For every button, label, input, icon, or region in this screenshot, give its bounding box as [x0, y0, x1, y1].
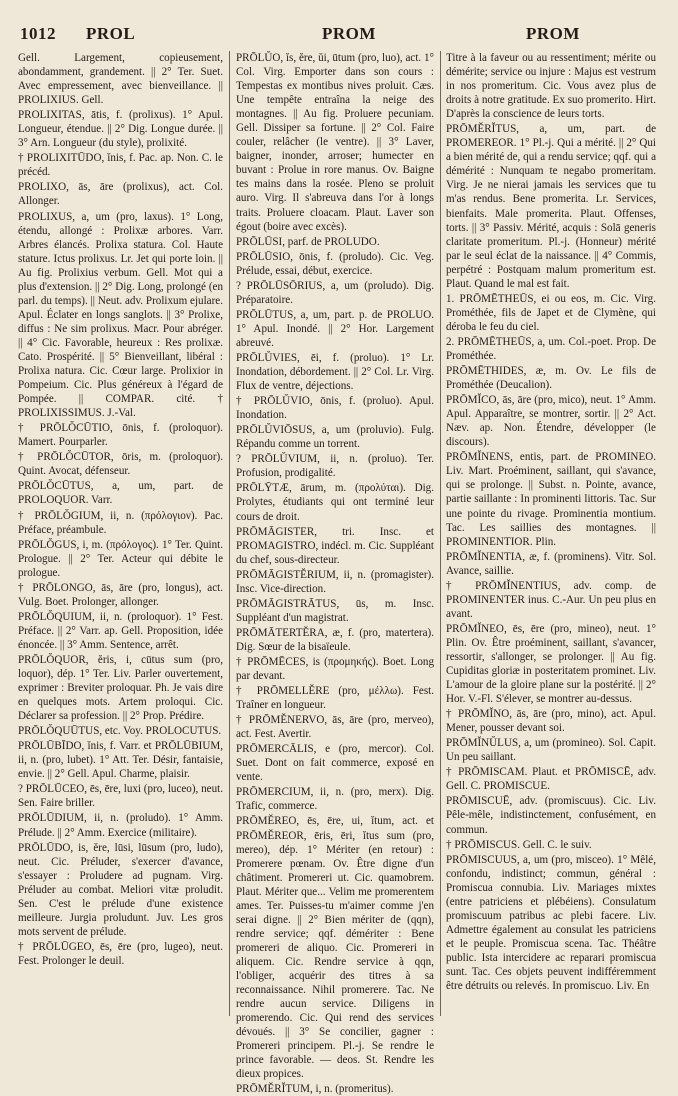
dictionary-entry: PRŌMĀGISTRĀTUS, ūs, m. Insc. Suppléant d'un magistrat. [236, 597, 434, 624]
dictionary-entry: PRŌLŎQUIUM, ii, n. (proloquor). 1° Fest. Préface. || 2° Varr. ap. Gell. Proposition, idée énoncée. || 3° Amm. Sentence, arrêt. [18, 610, 223, 651]
dictionary-entry: † PRŌMĔNERVO, ās, āre (pro, merveo), act. Fest. Avertir. [236, 714, 434, 741]
dictionary-entry: † PRŌMĬNO, ās, āre (pro, mino), act. Apul. Mener, pousser devant soi. [446, 708, 656, 735]
column-rule-right [440, 51, 441, 1016]
running-head-right: PROM [526, 24, 580, 43]
dictionary-entry: † PRŌLŎCŪTIO, ōnis, f. (proloquor). Mamert. Pourparler. [18, 422, 223, 449]
dictionary-entry: PRŌLŪSI, parf. de PROLUDO. [236, 235, 380, 248]
dictionary-entry: ? PRŌLŪCEO, ēs, ēre, luxi (pro, luceo), neut. Sen. Faire briller. [18, 783, 223, 810]
dictionary-entry: PRŌLŬVIES, ēi, f. (proluo). 1° Lr. Inondation, débordement. || 2° Col. Lr. Virg. Flux de ventre, déjections. [236, 351, 434, 393]
dictionary-entry: † PRŌLŬVIO, ōnis, f. (proluo). Apul. Inondation. [236, 395, 434, 422]
page-number: 1012 [20, 24, 56, 43]
dictionary-entry: ? PRŌLŪSŌRIUS, a, um (proludo). Dig. Préparatoire. [236, 279, 434, 306]
dictionary-entry: † PRŌMĒCES, is (προμηκής). Boet. Long par devant. [236, 655, 434, 683]
dictionary-entry: † PRŌLONGO, ās, āre (pro, longus), act. Vulg. Boet. Prolonger, allonger. [18, 581, 223, 608]
column-left [18, 51, 223, 1021]
dictionary-entry: PRŌMĀTERTĔRA, æ, f. (pro, matertera). Dig. Sœur de la bisaïeule. [236, 626, 434, 653]
dictionary-entry: PRŌMĬNENS, entis, part. de PROMINEO. Liv. Mart. Proéminent, saillant, qui s'avance, qui se prolonge. || Subst. n. Pointe, avance, partie saillante : In prominenti littoris. Tac. Sur une pointe du rivage. Prominentia montium. Tac. Les saillies des montagnes. || PROMINENTIOR. Plin. [446, 451, 656, 548]
dictionary-entry: PRŌLȲTÆ, ārum, m. (προλύται). Dig. Prolytes, étudiants qui ont terminé leur cours de droit. [236, 482, 434, 523]
dictionary-entry: PRŌLŎQUOR, ĕris, i, cūtus sum (pro, loquor), dép. 1° Ter. Liv. Parler ouvertement, exprimer : Breviter proloquar. Ph. Je vais dire en quelques mots. Artem proloqui. Cic. Déclarer sa profession. || 2° Prop. Prédire. [18, 653, 223, 723]
dictionary-entry: PRŌLŪDO, is, ĕre, lūsi, lūsum (pro, ludo), neut. Cic. Préluder, s'exercer d'avance, s'essayer : Proludere ad pugnam. Virg. Préluder au combat. Meliori vitæ proludit. Sen. C'est le prélude d'une existence meilleure. Jurgia proludunt. Juv. Les gros mots servent de prélude. [18, 841, 223, 938]
dictionary-entry: † PRŌMISCAM. Plaut. et PRŌMISCĒ, adv. Gell. C. PROMISCUE. [446, 766, 656, 793]
dictionary-entry: † PRŌMELLĔRE (pro, μέλλω). Fest. Traîner en longueur. [236, 685, 434, 712]
dictionary-entry: PROLIXO, ās, āre (prolixus), act. Col. Allonger. [18, 181, 223, 208]
dictionary-entry: PRŌMĔRĬTUS, a, um, part. de PROMEREOR. 1° Pl.-j. Qui a mérité. || 2° Qui a bien mérité de, qui a rendu service; qqf. qui a démérité : Nunquam te negabo promeritam. Virg. Je ne nierai jamais les services que tu m'as rendus. Bene promerita. Lr. Services, bienfaits. Male promerita. Plaut. Offenses, torts. || 3° Passiv. Mérité, acquis : Solā generis claritate promeritum. Pl.-j. (Honneur) mérité par le seul éclat de la naissance. || 4° Commis, perpétré : Postquam malum promeritum est. Plaut. Quand le mal est fait. [446, 123, 656, 290]
dictionary-entry: PRŌMERCĀLIS, e (pro, mercor). Col. Suet. Dont on fait commerce, exposé en vente. [236, 743, 434, 784]
dictionary-entry: PRŌMISCUUS, a, um (pro, misceo). 1° Mêlé, confondu, indistinct; commun, général : Promiscua connubia. Liv. Mariages mixtes (entre patriciens et plébéiens). Consulatum promiscuum patribus ac plebi facere. Liv. Admettre également au consulat les patriciens et le peuple. Promiscua scena. Tac. Théâtre public. Ista intercidere ac reparari promiscua sunt. Tac. Ces objets peuvent indifféremment être détruits ou relevés. In promiscuo. Liv. En [446, 853, 656, 993]
dictionary-entry: PRŌMĀGISTĔRIUM, ii, n. (promagister). Insc. Vice-direction. [236, 568, 434, 595]
dictionary-entry: PRŌMĬCO, ās, āre (pro, mico), neut. 1° Amm. Apul. Apparaître, se montrer, sortir. || 2° Act. Næv. ap. Non. Étendre, développer (le discours). [446, 394, 656, 449]
dictionary-entry: PRŌMĬNENTIA, æ, f. (prominens). Vitr. Sol. Avance, saillie. [446, 550, 656, 577]
dictionary-entry: † PRŌMISCUS. Gell. C. le suiv. [446, 838, 592, 851]
dictionary-entry: ? PRŌLŬVIUM, ii, n. (proluo). Ter. Profusion, prodigalité. [236, 453, 434, 480]
dictionary-entry: PRŌLŪSIO, ōnis, f. (proludo). Cic. Veg. Prélude, essai, début, exercice. [236, 250, 434, 277]
dictionary-entry: PRŌMĬNEO, ēs, ēre (pro, mineo), neut. 1° Plin. Ov. Être proéminent, saillant, s'avancer, ressortir, s'allonger, se prolonger. || Au fig. Cupiditas gloriæ in posteritatem prominet. Liv. L'amour de la gloire plane sur la postérité. || 2° Hor. V.-Fl. S'élever, se montrer au-dessus. [446, 622, 656, 706]
dictionary-entry: PRŌLŪDIUM, ii, n. (proludo). 1° Amm. Prélude. || 2° Amm. Exercice (militaire). [18, 812, 223, 839]
dictionary-entry: 1. PRŌMĒTHEŪS, ei ou eos, m. Cic. Virg. Prométhée, fils de Japet et de Clymène, qui déroba le feu du ciel. [446, 292, 656, 333]
dictionary-entry: PRŌMĒTHIDES, æ, m. Ov. Le fils de Prométhée (Deucalion). [446, 365, 656, 392]
dictionary-entry: 2. PRŌMĒTHEŪS, a, um. Col.-poet. Prop. De Prométhée. [446, 335, 656, 362]
dictionary-entry: PRŌMISCUĒ, adv. (promiscuus). Cic. Liv. Pêle-mêle, indistinctement, confusément, en commun. [446, 795, 656, 836]
running-head-middle: PROM [322, 24, 376, 43]
dictionary-entry: Titre à la faveur ou au ressentiment; mérite ou démérite; service ou injure : Majus est vestrum in nos promeritum. Cic. Vous avez plus de droits à notre gratitude. Ex suo promerito. Hirt. D'après la conscience de leurs torts. [446, 52, 656, 121]
dictionary-entry: PRŌLŎGUS, i, m. (πρόλογος). 1° Ter. Quint. Prologue. || 2° Ter. Acteur qui débite le prologue. [18, 538, 223, 579]
dictionary-entry: † PRŌLŪGEO, ēs, ēre (pro, lugeo), neut. Fest. Prolonger le deuil. [18, 940, 223, 967]
dictionary-entry: Gell. Largement, copieusement, abondamment, grandement. || 2° Ter. Suet. Avec empressement, avec bienveillance. || PROLIXIUS. Gell. [18, 52, 223, 107]
dictionary-entry: † PRŌLŎCŪTOR, ōris, m. (proloquor). Quint. Avocat, défenseur. [18, 451, 223, 478]
dictionary-entry: PRŌLŎCŪTUS, a, um, part. de PROLOQUOR. Varr. [18, 480, 223, 507]
column-right [446, 51, 656, 1021]
column-middle [236, 51, 434, 1096]
dictionary-entry: PRŌMĔREO, ēs, ēre, ui, ĭtum, act. et PRŌMĔREOR, ēris, ēri, ĭtus sum (pro, mereo), dép. 1° Mériter (en retour) : Promerere pœnam. Ov. Être digne d'un châtiment. Promereri ut. Cic. quamobrem. Plaut. Mériter que... Velim me promerentem ames. Ter. Puisses-tu m'aimer comme j'en serai digne. || 2° Bien mériter de (qqn), rendre service; qqf. démériter : Bene promereri de aliquo. Cic. Promereri in aliquem. Cic. Rendre service à qqn, l'obliger, acquérir des titres à sa reconnaissance. Nihil promerere. Tac. Ne rendre aucun service. Diligens in promerendo. Cic. Qui rend des services dévoués. || 3° Se concilier, gagner : Promereri principem. Pl.-j. Se rendre le prince favorable. — deos. St. Rendre les dieux propices. [236, 815, 434, 1081]
dictionary-entry: PRŌLŎQUŪTUS, etc. Voy. PROLOCUTUS. [18, 725, 222, 738]
running-head-left: PROL [86, 24, 136, 43]
dictionary-entry: † PRŌMĬNENTIUS, adv. comp. de PROMINENTER inus. C.-Aur. Un peu plus en avant. [446, 579, 656, 620]
dictionary-entry: PRŌLŪBĪDO, ĭnis, f. Varr. et PRŌLŪBIUM, ii, n. (pro, lubet). 1° Att. Ter. Désir, fantaisie, envie. || 2° Gell. Apul. Charme, plaisir. [18, 740, 223, 781]
dictionary-entry: PRŌLŬO, ĭs, ĕre, ŭi, ūtum (pro, luo), act. 1° Col. Virg. Emporter dans son cours : Tempestas ex montibus nives proluit. Cæs. Une tempête entraîna la neige des montagnes. || Au fig. Proluere pecuniam. Gell. Dissiper sa fortune. || 2° Col. Faire couler, relâcher (le ventre). || 3° Laver, baigner, inonder, arroser; humecter en buvant : Prolue in rore manus. Ov. Baigne tes mains dans la rosée. Pleno se proluit auro. Virg. Il s'abreuva dans l'or à longs traits. Proluere cloacam. Plaut. Laver son égout (boire avec excès). [236, 52, 434, 233]
dictionary-entry: PROLIXITAS, ātis, f. (prolixus). 1° Apul. Longueur, étendue. || 2° Dig. Longue durée. || 3° Arn. Longueur (du style), prolixité. [18, 109, 223, 150]
dictionary-entry: PRŌLŬVIŌSUS, a, um (proluvio). Fulg. Répandu comme un torrent. [236, 424, 434, 451]
dictionary-entry: PRŌMĀGISTER, tri. Insc. et PROMAGISTRO, indécl. m. Cic. Suppléant du chef, sous-directeur. [236, 525, 434, 566]
dictionary-entry: PRŌMERCIUM, ii, n. (pro, merx). Dig. Trafic, commerce. [236, 786, 434, 813]
dictionary-entry: PRŌMĔRĬTUM, i, n. (promeritus). [236, 1083, 394, 1096]
dictionary-entry: † PROLIXITŪDO, ĭnis, f. Pac. ap. Non. C. le précéd. [18, 152, 223, 179]
column-rule-left [229, 51, 230, 1016]
dictionary-entry: PROLIXUS, a, um (pro, laxus). 1° Long, étendu, allongé : Prolixæ arbores. Varr. Arbres élancés. Prolixa statura. Col. Haute stature. Ictus prolixus. Lr. Jet qui porte loin. || Au fig. Prolixius verbum. Gell. Mot qui a plus d'extension. || 2° Dig. Long, prolongé (en parl. du temps). || Neut. adv. Prolixum ejulare. Apul. Éclater en longs sanglots. || 3° Prolixe, diffus : Ne sim prolixus. Macr. Pour abréger. || 4° Cic. Favorable, heureux : Res prolixæ. Cato. Prospérité. || 5° Bienveillant, libéral : Prolixa natura. Cic. Cœur large. Prolixior in Pompeium. Cic. Plus généreux à l'égard de Pompée. || COMPAR. cité. † PROLIXISSIMUS. J.-Val. [18, 210, 223, 420]
dictionary-entry: PRŌLŪTUS, a, um, part. p. de PROLUO. 1° Apul. Inondé. || 2° Hor. Largement abreuvé. [236, 308, 434, 349]
page-header [0, 0, 678, 48]
dictionary-entry: † PRŌLŎGIUM, ii, n. (πρόλογιον). Pac. Préface, préambule. [18, 509, 223, 536]
dictionary-entry: PRŌMĬNŬLUS, a, um (promineo). Sol. Capit. Un peu saillant. [446, 737, 656, 764]
